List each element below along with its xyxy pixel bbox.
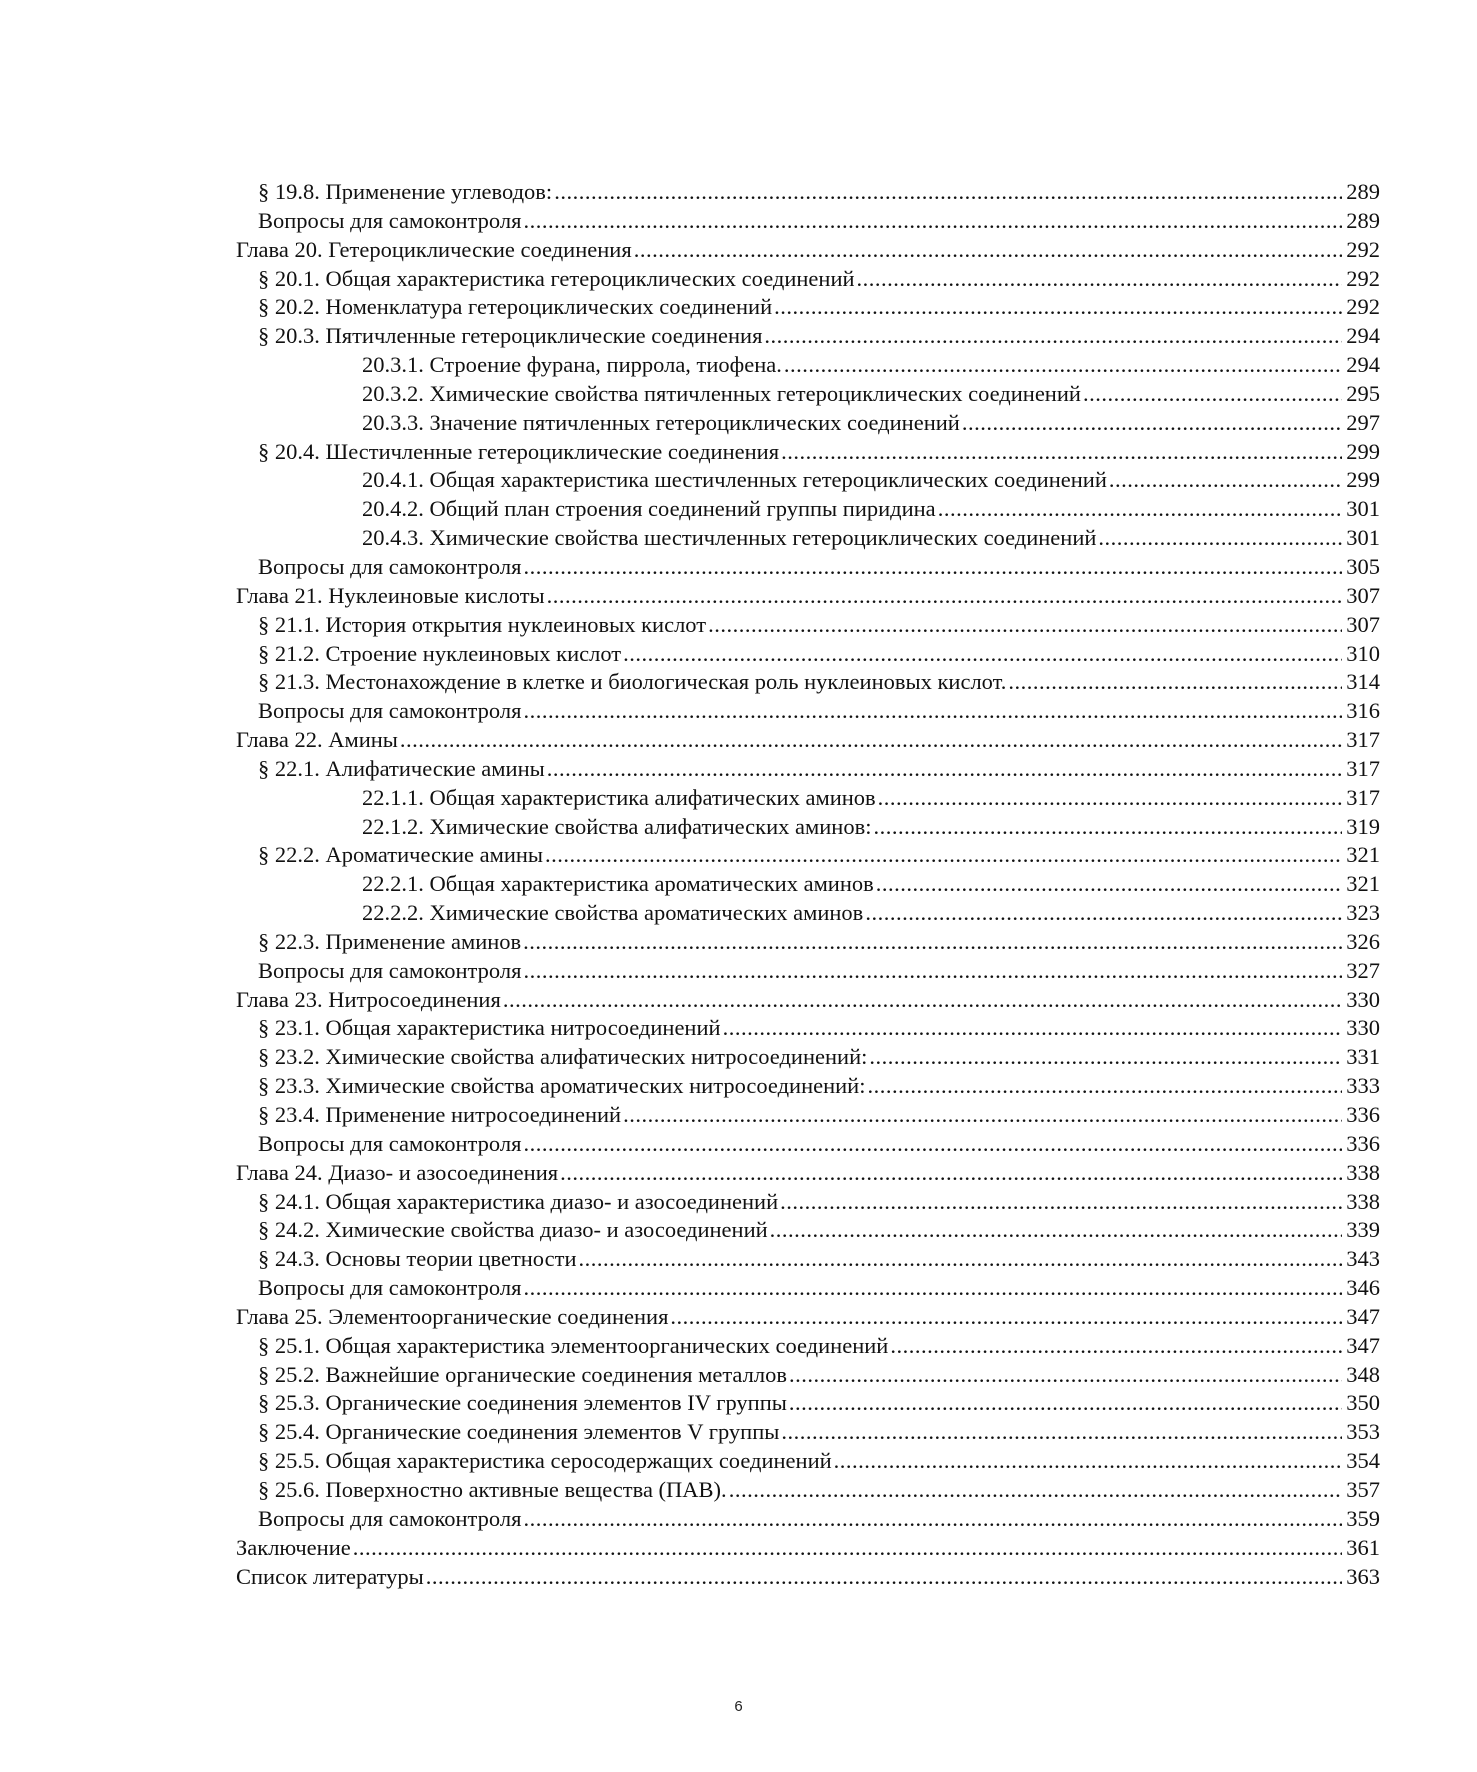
toc-entry-page: 354 [1346, 1448, 1380, 1474]
toc-entry-page: 327 [1346, 957, 1380, 983]
toc-entry-title: § 23.2. Химические свойства алифатических нитросоединений: [258, 1044, 868, 1070]
toc-dot-leader [523, 957, 1342, 986]
toc-entry[interactable] [236, 438, 1380, 467]
toc-entry[interactable] [236, 1505, 1380, 1534]
table-of-contents [236, 178, 1380, 1591]
toc-entry-title: § 21.2. Строение нуклеиновых кислот [258, 640, 622, 666]
toc-entry[interactable] [236, 1332, 1380, 1361]
toc-entry-title: Глава 21. Нуклеиновые кислоты [236, 582, 545, 608]
toc-entry-title: Вопросы для самоконтроля [258, 1275, 522, 1301]
toc-entry-page: 323 [1346, 900, 1380, 926]
toc-dot-leader [774, 293, 1342, 322]
toc-entry-title: Вопросы для самоконтроля [258, 207, 522, 233]
toc-entry-title: § 25.5. Общая характеристика серосодержащих соединений [258, 1448, 832, 1474]
toc-entry[interactable] [236, 1216, 1380, 1245]
toc-entry-page: 317 [1346, 727, 1380, 753]
toc-dot-leader [634, 236, 1342, 265]
toc-entry-title: § 20.4. Шестичленные гетероциклические соединения [258, 438, 780, 464]
toc-entry-title: § 22.3. Применение аминов [258, 928, 522, 954]
toc-entry-page: 336 [1346, 1130, 1380, 1156]
toc-dot-leader [523, 1130, 1342, 1159]
toc-entry-page: 314 [1346, 669, 1380, 695]
toc-dot-leader [523, 1274, 1342, 1303]
toc-entry-page: 301 [1346, 496, 1380, 522]
toc-entry-title: § 24.3. Основы теории цветности [258, 1246, 577, 1272]
toc-entry-title: § 24.1. Общая характеристика диазо- и азосоединений [258, 1188, 779, 1214]
toc-entry-title: § 25.6. Поверхностно активные вещества (ПАВ). [258, 1476, 727, 1502]
toc-dot-leader [353, 1534, 1342, 1563]
toc-entry-page: 357 [1346, 1476, 1380, 1502]
toc-entry-page: 294 [1346, 323, 1380, 349]
toc-entry[interactable] [236, 1188, 1380, 1217]
toc-dot-leader [708, 611, 1342, 640]
toc-entry-title: Вопросы для самоконтроля [258, 957, 522, 983]
toc-entry-page: 292 [1346, 294, 1380, 320]
toc-dot-leader [623, 640, 1342, 669]
toc-dot-leader [789, 1361, 1342, 1390]
toc-dot-leader [523, 207, 1342, 236]
toc-entry-title: Глава 24. Диазо- и азосоединения [236, 1159, 559, 1185]
toc-entry-title: § 21.1. История открытия нуклеиновых кислот [258, 611, 707, 637]
toc-entry-page: 347 [1346, 1303, 1380, 1329]
toc-entry-title: 22.1.1. Общая характеристика алифатических аминов [362, 784, 876, 810]
toc-entry-title: Вопросы для самоконтроля [258, 698, 522, 724]
toc-dot-leader [400, 726, 1342, 755]
toc-entry-title: 22.1.2. Химические свойства алифатических аминов: [362, 813, 872, 839]
toc-entry-title: 20.3.1. Строение фурана, пиррола, тиофена. [362, 352, 782, 378]
toc-entry[interactable] [236, 466, 1380, 495]
toc-entry-page: 361 [1346, 1534, 1380, 1560]
toc-entry[interactable] [236, 1043, 1380, 1072]
toc-entry-page: 317 [1346, 784, 1380, 810]
toc-dot-leader [764, 322, 1342, 351]
toc-entry-title: § 22.1. Алифатические амины [258, 755, 545, 781]
toc-entry-page: 316 [1346, 698, 1380, 724]
toc-dot-leader [545, 841, 1342, 870]
toc-entry-page: 292 [1346, 236, 1380, 262]
toc-entry-title: 20.3.3. Значение пятичленных гетероциклических соединений [362, 409, 960, 435]
toc-entry-page: 289 [1346, 179, 1380, 204]
toc-entry[interactable] [236, 841, 1380, 870]
toc-entry[interactable] [236, 322, 1380, 351]
toc-entry-page: 301 [1346, 525, 1380, 551]
toc-entry[interactable] [236, 668, 1380, 697]
toc-entry[interactable] [236, 1130, 1380, 1159]
toc-dot-leader [723, 1014, 1342, 1043]
toc-entry-title: § 25.4. Органические соединения элементов V группы [258, 1419, 780, 1445]
toc-entry[interactable] [236, 1418, 1380, 1447]
toc-entry[interactable] [236, 957, 1380, 986]
toc-dot-leader [770, 1216, 1342, 1245]
toc-entry[interactable] [236, 178, 1380, 207]
toc-entry-page: 350 [1346, 1390, 1380, 1416]
toc-entry-title: 20.4.1. Общая характеристика шестичленных гетероциклических соединений [362, 467, 1107, 493]
toc-dot-leader [523, 1505, 1342, 1534]
toc-entry-page: 321 [1346, 871, 1380, 897]
toc-entry-page: 331 [1346, 1044, 1380, 1070]
toc-dot-leader [1098, 524, 1342, 553]
toc-dot-leader [780, 1188, 1342, 1217]
toc-entry[interactable] [236, 928, 1380, 957]
toc-entry-page: 336 [1346, 1102, 1380, 1127]
toc-dot-leader [560, 1159, 1342, 1188]
toc-entry-title: Вопросы для самоконтроля [258, 1505, 522, 1531]
toc-entry-page: 326 [1346, 928, 1380, 954]
toc-entry-page: 295 [1346, 380, 1380, 406]
toc-entry-title: § 25.3. Органические соединения элементов IV группы [258, 1390, 787, 1416]
toc-entry-title: Список литературы [236, 1563, 424, 1589]
toc-entry-page: 333 [1346, 1073, 1380, 1099]
toc-dot-leader [781, 1418, 1342, 1447]
toc-dot-leader [523, 697, 1342, 726]
toc-entry-title: § 23.1. Общая характеристика нитросоединений [258, 1015, 721, 1041]
toc-dot-leader [781, 438, 1342, 467]
toc-dot-leader [789, 1389, 1342, 1418]
toc-dot-leader [426, 1563, 1342, 1592]
toc-entry-page: 319 [1346, 813, 1380, 839]
toc-entry[interactable] [236, 1361, 1380, 1390]
toc-entry[interactable] [236, 870, 1380, 899]
toc-dot-leader [878, 784, 1342, 813]
toc-entry[interactable] [236, 1159, 1380, 1188]
toc-dot-leader [1083, 380, 1342, 409]
toc-entry[interactable] [236, 813, 1380, 842]
toc-entry[interactable] [236, 553, 1380, 582]
toc-entry-page: 347 [1346, 1332, 1380, 1358]
toc-entry[interactable] [236, 524, 1380, 553]
toc-entry-title: Вопросы для самоконтроля [258, 1130, 522, 1156]
toc-entry-title: 20.4.2. Общий план строения соединений группы пиридина [362, 496, 936, 522]
toc-entry-title: 20.4.3. Химические свойства шестичленных гетероциклических соединений [362, 525, 1097, 551]
toc-entry-page: 343 [1346, 1246, 1380, 1272]
toc-entry-page: 321 [1346, 842, 1380, 868]
toc-dot-leader [503, 986, 1342, 1015]
toc-entry[interactable] [236, 1072, 1380, 1101]
toc-entry-page: 317 [1346, 755, 1380, 781]
toc-entry-title: Глава 25. Элементоорганические соединения [236, 1303, 669, 1329]
toc-entry-title: § 23.4. Применение нитросоединений [258, 1102, 622, 1127]
toc-entry[interactable] [236, 1389, 1380, 1418]
toc-entry-title: § 20.3. Пятичленные гетероциклические соединения [258, 323, 763, 349]
toc-entry-title: 22.2.2. Химические свойства ароматических аминов [362, 900, 864, 926]
toc-entry-title: Вопросы для самоконтроля [258, 553, 522, 579]
toc-dot-leader [784, 351, 1342, 380]
toc-dot-leader [867, 1072, 1342, 1101]
toc-entry[interactable] [236, 1014, 1380, 1043]
toc-entry[interactable] [236, 582, 1380, 611]
toc-dot-leader [578, 1245, 1342, 1274]
toc-dot-leader [876, 870, 1342, 899]
toc-entry-page: 289 [1346, 207, 1380, 233]
toc-entry-title: § 19.8. Применение углеводов: [258, 179, 553, 204]
toc-dot-leader [962, 409, 1342, 438]
toc-dot-leader [547, 582, 1342, 611]
toc-entry[interactable] [236, 207, 1380, 236]
toc-dot-leader [938, 495, 1342, 524]
toc-entry[interactable] [236, 293, 1380, 322]
toc-entry-title: § 20.2. Номенклатура гетероциклических соединений [258, 294, 773, 320]
toc-entry-page: 310 [1346, 640, 1380, 666]
toc-entry[interactable] [236, 755, 1380, 784]
toc-entry-title: § 23.3. Химические свойства ароматических нитросоединений: [258, 1073, 866, 1099]
toc-entry-title: Глава 20. Гетероциклические соединения [236, 236, 632, 262]
page-number: 6 [734, 1698, 743, 1715]
toc-entry-page: 299 [1346, 467, 1380, 493]
toc-entry[interactable] [236, 697, 1380, 726]
toc-entry[interactable] [236, 1245, 1380, 1274]
toc-entry-title: Глава 23. Нитросоединения [236, 986, 501, 1012]
toc-entry[interactable] [236, 1534, 1380, 1563]
toc-dot-leader [869, 1043, 1342, 1072]
toc-entry-page: 338 [1346, 1159, 1380, 1185]
toc-entry-page: 307 [1346, 611, 1380, 637]
toc-dot-leader [857, 265, 1342, 294]
toc-dot-leader [1008, 668, 1342, 697]
toc-entry-page: 305 [1346, 553, 1380, 579]
toc-entry-page: 299 [1346, 438, 1380, 464]
toc-dot-leader [623, 1101, 1342, 1130]
toc-dot-leader [729, 1476, 1342, 1505]
toc-entry-title: Заключение [236, 1534, 351, 1560]
toc-entry-title: § 25.2. Важнейшие органические соединения металлов [258, 1361, 787, 1387]
toc-entry[interactable] [236, 351, 1380, 380]
toc-entry[interactable] [236, 726, 1380, 755]
toc-entry-title: § 21.3. Местонахождение в клетке и биологическая роль нуклеиновых кислот. [258, 669, 1007, 695]
toc-entry-page: 292 [1346, 265, 1380, 291]
toc-dot-leader [523, 553, 1342, 582]
toc-entry[interactable] [236, 265, 1380, 294]
toc-entry[interactable] [236, 409, 1380, 438]
toc-entry-page: 338 [1346, 1188, 1380, 1214]
toc-entry-title: § 25.1. Общая характеристика элементоорганических соединений [258, 1332, 889, 1358]
toc-entry-page: 307 [1346, 582, 1380, 608]
toc-dot-leader [890, 1332, 1342, 1361]
toc-entry[interactable] [236, 1447, 1380, 1476]
toc-entry[interactable] [236, 611, 1380, 640]
toc-entry-page: 346 [1346, 1275, 1380, 1301]
toc-entry-title: 22.2.1. Общая характеристика ароматических аминов [362, 871, 874, 897]
toc-entry[interactable] [236, 1274, 1380, 1303]
toc-dot-leader [865, 899, 1342, 928]
toc-entry[interactable] [236, 495, 1380, 524]
toc-entry[interactable] [236, 899, 1380, 928]
toc-entry[interactable] [236, 1476, 1380, 1505]
toc-entry-title: § 22.2. Ароматические амины [258, 842, 544, 868]
toc-entry-page: 339 [1346, 1217, 1380, 1243]
toc-entry[interactable] [236, 640, 1380, 669]
toc-entry-page: 330 [1346, 1015, 1380, 1041]
toc-entry-page: 359 [1346, 1505, 1380, 1531]
toc-dot-leader [523, 928, 1342, 957]
toc-entry[interactable] [236, 1303, 1380, 1332]
toc-entry[interactable] [236, 986, 1380, 1015]
toc-entry-title: § 20.1. Общая характеристика гетероциклических соединений [258, 265, 855, 291]
toc-entry-page: 348 [1346, 1361, 1380, 1387]
toc-dot-leader [547, 755, 1342, 784]
toc-entry-title: 20.3.2. Химические свойства пятичленных гетероциклических соединений [362, 380, 1081, 406]
toc-entry-page: 363 [1346, 1563, 1380, 1589]
toc-entry-title: Глава 22. Амины [236, 727, 398, 753]
toc-dot-leader [873, 813, 1342, 842]
toc-entry[interactable] [236, 236, 1380, 265]
toc-dot-leader [554, 178, 1342, 207]
toc-entry-page: 294 [1346, 352, 1380, 378]
toc-entry[interactable] [236, 1563, 1380, 1592]
toc-entry[interactable] [236, 380, 1380, 409]
toc-entry[interactable] [236, 784, 1380, 813]
toc-dot-leader [834, 1447, 1342, 1476]
toc-dot-leader [670, 1303, 1342, 1332]
toc-entry[interactable] [236, 1101, 1380, 1130]
toc-entry-title: § 24.2. Химические свойства диазо- и азосоединений [258, 1217, 768, 1243]
toc-entry-page: 353 [1346, 1419, 1380, 1445]
toc-dot-leader [1109, 466, 1342, 495]
toc-entry-page: 330 [1346, 986, 1380, 1012]
toc-entry-page: 297 [1346, 409, 1380, 435]
